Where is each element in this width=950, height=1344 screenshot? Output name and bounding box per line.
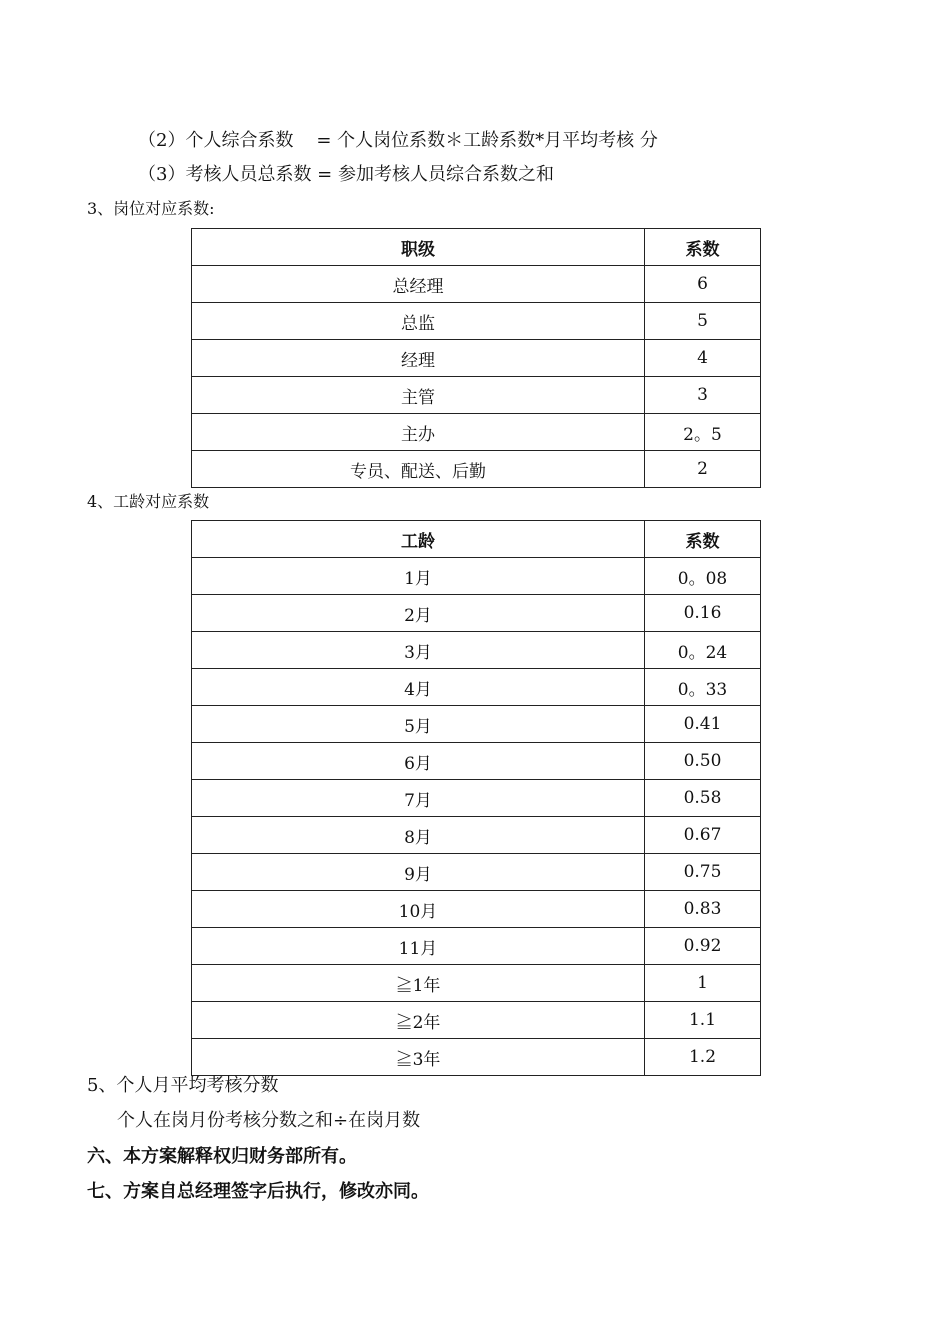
level-cell: 主办 xyxy=(192,414,645,451)
coefficient-cell: 0。24 xyxy=(645,632,761,669)
coefficient-cell: 5 xyxy=(645,303,761,340)
table-row xyxy=(192,854,761,891)
level-cell: 2月 xyxy=(192,595,645,632)
level-cell: 5月 xyxy=(192,706,645,743)
seniority-coefficient-table xyxy=(191,520,761,1076)
coefficient-cell: 1.2 xyxy=(645,1039,761,1076)
table-row xyxy=(192,1002,761,1039)
coefficient-cell: 6 xyxy=(645,266,761,303)
level-cell: 9月 xyxy=(192,854,645,891)
coefficient-cell: 0.16 xyxy=(645,595,761,632)
position-coefficient-table xyxy=(191,228,761,488)
level-cell: 专员、配送、后勤 xyxy=(192,451,645,488)
coefficient-cell: 0.75 xyxy=(645,854,761,891)
level-cell: 4月 xyxy=(192,669,645,706)
clause-7: 七、方案自总经理签字后执行，修改亦同。 xyxy=(87,1181,429,1202)
level-cell: 3月 xyxy=(192,632,645,669)
level-cell: 经理 xyxy=(192,340,645,377)
table-row xyxy=(192,414,761,451)
formula-line-3: （3）考核人员总系数 = 参加考核人员综合系数之和 xyxy=(138,164,554,185)
level-cell: ≧1年 xyxy=(192,965,645,1002)
column-header-coefficient: 系数 xyxy=(645,229,761,266)
table-row xyxy=(192,928,761,965)
table-header-row xyxy=(192,229,761,266)
table-header-row xyxy=(192,521,761,558)
column-header-level: 职级 xyxy=(192,229,645,266)
table-row xyxy=(192,340,761,377)
level-cell: 6月 xyxy=(192,743,645,780)
coefficient-cell: 0.58 xyxy=(645,780,761,817)
coefficient-cell: 0.41 xyxy=(645,706,761,743)
level-cell: ≧2年 xyxy=(192,1002,645,1039)
coefficient-cell: 0.83 xyxy=(645,891,761,928)
table-row xyxy=(192,669,761,706)
table-row xyxy=(192,451,761,488)
table-row xyxy=(192,965,761,1002)
table-row xyxy=(192,266,761,303)
coefficient-cell: 1.1 xyxy=(645,1002,761,1039)
level-cell: ≧3年 xyxy=(192,1039,645,1076)
level-cell: 总监 xyxy=(192,303,645,340)
clause-6: 六、本方案解释权归财务部所有。 xyxy=(87,1146,357,1167)
coefficient-cell: 0.50 xyxy=(645,743,761,780)
table-row xyxy=(192,743,761,780)
table-row xyxy=(192,632,761,669)
table-row xyxy=(192,891,761,928)
coefficient-cell: 4 xyxy=(645,340,761,377)
coefficient-cell: 0.92 xyxy=(645,928,761,965)
section-5-heading: 5、个人月平均考核分数 xyxy=(87,1075,279,1096)
coefficient-cell: 0.67 xyxy=(645,817,761,854)
level-cell: 7月 xyxy=(192,780,645,817)
seniority-table-body xyxy=(192,558,761,1076)
formula-line-2: （2）个人综合系数 = 个人岗位系数＊工龄系数*月平均考核 分 xyxy=(138,130,658,151)
level-cell: 10月 xyxy=(192,891,645,928)
level-cell: 1月 xyxy=(192,558,645,595)
table-row xyxy=(192,817,761,854)
column-header-coefficient: 系数 xyxy=(645,521,761,558)
table-row xyxy=(192,303,761,340)
coefficient-cell: 1 xyxy=(645,965,761,1002)
section-4-heading: 4、工龄对应系数 xyxy=(87,492,210,511)
table-row xyxy=(192,558,761,595)
level-cell: 8月 xyxy=(192,817,645,854)
table-row xyxy=(192,595,761,632)
section-5-body: 个人在岗月份考核分数之和÷在岗月数 xyxy=(117,1110,421,1131)
level-cell: 11月 xyxy=(192,928,645,965)
position-table-body xyxy=(192,266,761,488)
coefficient-cell: 0。33 xyxy=(645,669,761,706)
coefficient-cell: 2。5 xyxy=(645,414,761,451)
column-header-seniority: 工龄 xyxy=(192,521,645,558)
table-row xyxy=(192,780,761,817)
coefficient-cell: 3 xyxy=(645,377,761,414)
table-row xyxy=(192,706,761,743)
table-row xyxy=(192,377,761,414)
level-cell: 总经理 xyxy=(192,266,645,303)
coefficient-cell: 2 xyxy=(645,451,761,488)
table-row xyxy=(192,1039,761,1076)
section-3-heading: 3、岗位对应系数: xyxy=(87,199,215,218)
coefficient-cell: 0。08 xyxy=(645,558,761,595)
level-cell: 主管 xyxy=(192,377,645,414)
